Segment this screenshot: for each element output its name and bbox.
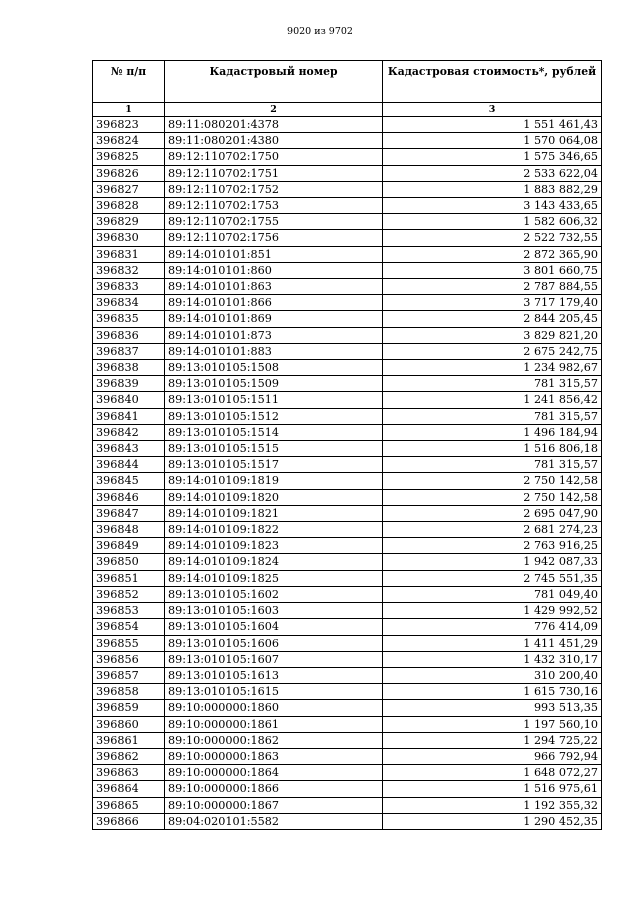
row-number: 396837 (93, 343, 165, 359)
cadastral-number: 89:13:010105:1606 (165, 635, 383, 651)
row-number: 396851 (93, 570, 165, 586)
row-number: 396838 (93, 360, 165, 376)
cadastral-number: 89:12:110702:1755 (165, 214, 383, 230)
header-row-number: № п/п (93, 61, 165, 103)
cadastral-number: 89:14:010101:866 (165, 295, 383, 311)
cadastral-number: 89:14:010101:869 (165, 311, 383, 327)
table-row (93, 262, 602, 278)
row-number: 396834 (93, 295, 165, 311)
cadastral-value: 1 192 355,32 (383, 797, 602, 813)
row-number: 396857 (93, 667, 165, 683)
cadastral-number: 89:12:110702:1756 (165, 230, 383, 246)
table-row (93, 441, 602, 457)
row-number: 396835 (93, 311, 165, 327)
cadastral-number: 89:13:010105:1607 (165, 651, 383, 667)
cadastral-value: 1 570 064,08 (383, 133, 602, 149)
cadastral-value-table (92, 60, 602, 830)
cadastral-number: 89:10:000000:1861 (165, 716, 383, 732)
table-row (93, 619, 602, 635)
row-number: 396859 (93, 700, 165, 716)
cadastral-number: 89:12:110702:1751 (165, 165, 383, 181)
table-row (93, 700, 602, 716)
row-number: 396833 (93, 279, 165, 295)
table-row (93, 198, 602, 214)
column-number: 2 (165, 103, 383, 117)
cadastral-number: 89:14:010109:1819 (165, 473, 383, 489)
cadastral-number: 89:14:010109:1824 (165, 554, 383, 570)
cadastral-value: 3 801 660,75 (383, 262, 602, 278)
cadastral-number: 89:14:010101:860 (165, 262, 383, 278)
table-row (93, 505, 602, 521)
row-number: 396860 (93, 716, 165, 732)
cadastral-value: 2 872 365,90 (383, 246, 602, 262)
table-row (93, 408, 602, 424)
cadastral-number: 89:12:110702:1752 (165, 181, 383, 197)
cadastral-value: 3 829 821,20 (383, 327, 602, 343)
cadastral-number: 89:13:010105:1602 (165, 586, 383, 602)
row-number: 396832 (93, 262, 165, 278)
cadastral-value: 2 695 047,90 (383, 505, 602, 521)
cadastral-value: 781 315,57 (383, 376, 602, 392)
cadastral-value: 2 745 551,35 (383, 570, 602, 586)
row-number: 396853 (93, 603, 165, 619)
cadastral-value: 1 411 451,29 (383, 635, 602, 651)
table-row (93, 667, 602, 683)
cadastral-value: 1 234 982,67 (383, 360, 602, 376)
cadastral-number: 89:14:010109:1821 (165, 505, 383, 521)
table-row (93, 246, 602, 262)
table-row (93, 327, 602, 343)
row-number: 396855 (93, 635, 165, 651)
table-row (93, 684, 602, 700)
row-number: 396862 (93, 748, 165, 764)
table-row (93, 732, 602, 748)
cadastral-value: 1 516 975,61 (383, 781, 602, 797)
row-number: 396863 (93, 765, 165, 781)
cadastral-number: 89:13:010105:1604 (165, 619, 383, 635)
table-row (93, 165, 602, 181)
cadastral-value: 3 717 179,40 (383, 295, 602, 311)
row-number: 396849 (93, 538, 165, 554)
table-row (93, 797, 602, 813)
column-number: 1 (93, 103, 165, 117)
table-row (93, 149, 602, 165)
cadastral-value: 1 942 087,33 (383, 554, 602, 570)
row-number: 396823 (93, 117, 165, 133)
cadastral-number: 89:10:000000:1867 (165, 797, 383, 813)
header-cadastral-number: Кадастровый номер (165, 61, 383, 103)
table-row (93, 311, 602, 327)
cadastral-value: 2 763 916,25 (383, 538, 602, 554)
table-row (93, 295, 602, 311)
row-number: 396829 (93, 214, 165, 230)
table-row (93, 392, 602, 408)
cadastral-value: 1 241 856,42 (383, 392, 602, 408)
row-number: 396848 (93, 522, 165, 538)
cadastral-value: 1 294 725,22 (383, 732, 602, 748)
cadastral-number: 89:10:000000:1863 (165, 748, 383, 764)
table-row (93, 117, 602, 133)
cadastral-number: 89:14:010101:863 (165, 279, 383, 295)
row-number: 396864 (93, 781, 165, 797)
cadastral-value: 310 200,40 (383, 667, 602, 683)
cadastral-value: 1 883 882,29 (383, 181, 602, 197)
row-number: 396840 (93, 392, 165, 408)
table-row (93, 716, 602, 732)
table-row (93, 554, 602, 570)
cadastral-number: 89:13:010105:1615 (165, 684, 383, 700)
cadastral-value: 1 432 310,17 (383, 651, 602, 667)
row-number: 396824 (93, 133, 165, 149)
cadastral-value: 2 844 205,45 (383, 311, 602, 327)
cadastral-value: 2 750 142,58 (383, 489, 602, 505)
cadastral-value: 2 522 732,55 (383, 230, 602, 246)
table-row (93, 424, 602, 440)
cadastral-value: 2 681 274,23 (383, 522, 602, 538)
cadastral-number: 89:12:110702:1750 (165, 149, 383, 165)
row-number: 396850 (93, 554, 165, 570)
row-number: 396846 (93, 489, 165, 505)
cadastral-value: 781 315,57 (383, 457, 602, 473)
table-row (93, 522, 602, 538)
cadastral-number: 89:13:010105:1613 (165, 667, 383, 683)
table-row (93, 489, 602, 505)
row-number: 396825 (93, 149, 165, 165)
table-row (93, 586, 602, 602)
table-row (93, 473, 602, 489)
row-number: 396830 (93, 230, 165, 246)
table-row (93, 457, 602, 473)
cadastral-value: 1 551 461,43 (383, 117, 602, 133)
table-row (93, 133, 602, 149)
cadastral-number: 89:14:010109:1822 (165, 522, 383, 538)
column-number: 3 (383, 103, 602, 117)
cadastral-value: 966 792,94 (383, 748, 602, 764)
row-number: 396854 (93, 619, 165, 635)
header-cadastral-value: Кадастровая стоимость*, рублей (383, 61, 602, 103)
cadastral-number: 89:10:000000:1862 (165, 732, 383, 748)
cadastral-number: 89:13:010105:1514 (165, 424, 383, 440)
page-header: 9020 из 9702 (287, 26, 353, 37)
row-number: 396827 (93, 181, 165, 197)
table-row (93, 570, 602, 586)
cadastral-number: 89:14:010109:1825 (165, 570, 383, 586)
cadastral-value: 781 315,57 (383, 408, 602, 424)
cadastral-value: 1 496 184,94 (383, 424, 602, 440)
cadastral-number: 89:10:000000:1864 (165, 765, 383, 781)
cadastral-number: 89:10:000000:1860 (165, 700, 383, 716)
cadastral-number: 89:14:010109:1820 (165, 489, 383, 505)
cadastral-number: 89:14:010101:851 (165, 246, 383, 262)
table-row (93, 181, 602, 197)
table-row (93, 765, 602, 781)
table-row (93, 813, 602, 829)
table-row (93, 781, 602, 797)
cadastral-number: 89:14:010101:873 (165, 327, 383, 343)
row-number: 396839 (93, 376, 165, 392)
cadastral-number: 89:13:010105:1515 (165, 441, 383, 457)
cadastral-value: 993 513,35 (383, 700, 602, 716)
table-row (93, 343, 602, 359)
table-row (93, 748, 602, 764)
row-number: 396847 (93, 505, 165, 521)
cadastral-number: 89:13:010105:1517 (165, 457, 383, 473)
row-number: 396826 (93, 165, 165, 181)
cadastral-value: 1 648 072,27 (383, 765, 602, 781)
cadastral-value: 2 533 622,04 (383, 165, 602, 181)
row-number: 396831 (93, 246, 165, 262)
row-number: 396856 (93, 651, 165, 667)
cadastral-number: 89:10:000000:1866 (165, 781, 383, 797)
table-row (93, 279, 602, 295)
row-number: 396866 (93, 813, 165, 829)
cadastral-number: 89:13:010105:1509 (165, 376, 383, 392)
table-header-row (93, 61, 602, 103)
cadastral-value: 1 429 992,52 (383, 603, 602, 619)
cadastral-value: 3 143 433,65 (383, 198, 602, 214)
row-number: 396852 (93, 586, 165, 602)
row-number: 396858 (93, 684, 165, 700)
cadastral-number: 89:14:010101:883 (165, 343, 383, 359)
table-row (93, 360, 602, 376)
row-number: 396843 (93, 441, 165, 457)
row-number: 396845 (93, 473, 165, 489)
cadastral-number: 89:11:080201:4378 (165, 117, 383, 133)
cadastral-value: 1 290 452,35 (383, 813, 602, 829)
row-number: 396861 (93, 732, 165, 748)
cadastral-value: 1 582 606,32 (383, 214, 602, 230)
table-row (93, 603, 602, 619)
cadastral-number: 89:13:010105:1508 (165, 360, 383, 376)
column-number-row (93, 103, 602, 117)
cadastral-value: 776 414,09 (383, 619, 602, 635)
cadastral-number: 89:13:010105:1512 (165, 408, 383, 424)
cadastral-value: 1 516 806,18 (383, 441, 602, 457)
table-row (93, 376, 602, 392)
cadastral-value: 1 197 560,10 (383, 716, 602, 732)
row-number: 396841 (93, 408, 165, 424)
cadastral-number: 89:14:010109:1823 (165, 538, 383, 554)
cadastral-value: 2 750 142,58 (383, 473, 602, 489)
table-row (93, 538, 602, 554)
row-number: 396828 (93, 198, 165, 214)
cadastral-number: 89:04:020101:5582 (165, 813, 383, 829)
row-number: 396836 (93, 327, 165, 343)
table-row (93, 635, 602, 651)
row-number: 396865 (93, 797, 165, 813)
cadastral-value: 1 615 730,16 (383, 684, 602, 700)
cadastral-value: 781 049,40 (383, 586, 602, 602)
table-row (93, 214, 602, 230)
table-row (93, 651, 602, 667)
cadastral-value: 2 675 242,75 (383, 343, 602, 359)
cadastral-value: 2 787 884,55 (383, 279, 602, 295)
row-number: 396842 (93, 424, 165, 440)
row-number: 396844 (93, 457, 165, 473)
cadastral-value: 1 575 346,65 (383, 149, 602, 165)
table-row (93, 230, 602, 246)
cadastral-number: 89:12:110702:1753 (165, 198, 383, 214)
cadastral-number: 89:13:010105:1511 (165, 392, 383, 408)
cadastral-number: 89:13:010105:1603 (165, 603, 383, 619)
cadastral-number: 89:11:080201:4380 (165, 133, 383, 149)
table-body (93, 117, 602, 830)
